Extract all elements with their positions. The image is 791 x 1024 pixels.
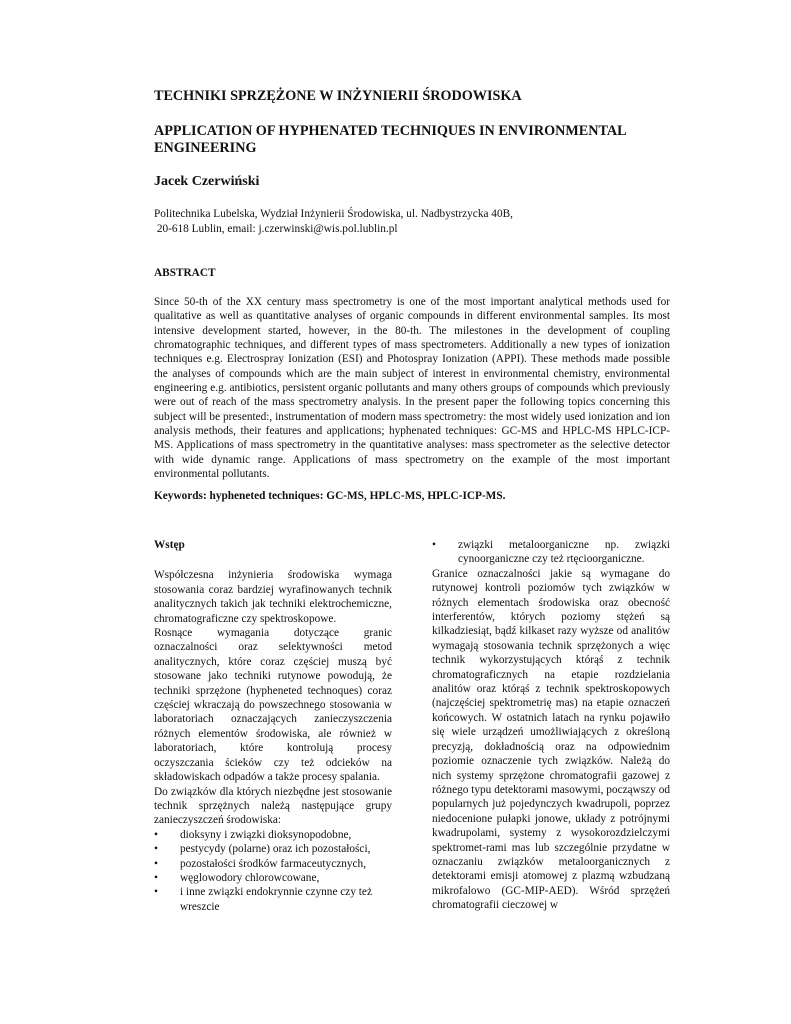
affiliation-line-2: 20-618 Lublin, email: j.czerwinski@wis.pol.lublin.pl bbox=[154, 222, 398, 235]
bullet-icon: • bbox=[154, 871, 158, 884]
keywords: Keywords: hypheneted techniques: GC-MS, HPLC-MS, HPLC-ICP-MS. bbox=[154, 490, 506, 502]
abstract-text: Since 50-th of the XX century mass spectrometry is one of the most important analytical methods used for qualitative as well as quantitative analyses of organic compounds in different environmental samples. Its most intensive development started, however, in the 80-th. The milestones in the development of coupling chromatographic techniques, and different types of mass spectrometers. Additionally a new types of ionization techniques e.g. Electrospray Ionization (ESI) and Photospray Ionization (APPI). These methods made possible the analyses of compounds which are the main subject of interest in environmental chemistry, environmental engineering e.g. antibiotics, persistent organic pollutants and many others groups of compounds which previously were out of reach of the mass spectrometry analysis. In the present paper the following topics concerning this subject will be presented:, instrumentation of modern mass spectrometry: the most widely used ionization and ion analysis methods, their features and applications; hyphenated techniques: GC-MS and HPLC-MS HPLC-ICP-MS. Applications of mass spectrometry in the quantitative analyses: mass spectrometer as the selective detector with wide dynamic range. Applications of mass spectrometry on the example of the most important environmental pollutants. bbox=[154, 296, 670, 481]
intro-paragraph-1: Współczesna inżynieria środowiska wymaga stosowania coraz bardziej wyrafinowanych technik analitycznych takich jak techniki elektrochemiczne, chromatograficzne czy spektroskopowe. bbox=[154, 569, 392, 625]
bullet-icon: • bbox=[154, 828, 158, 841]
abstract-heading: ABSTRACT bbox=[154, 267, 216, 279]
intro-paragraph-2: Rosnące wymagania dotyczące granic oznaczalności oraz selektywności metod analitycznych, które coraz częściej muszą być stosowane jako techniki rutynowe powodują, że techniki sprzężone (hypheneted technoques) coraz częściej wkraczają do powszechnego stosowania w laboratoriach oznaczających zanieczyszczenia różnych elementów środowiska, ale również w laboratoriach, które kontrolują procesy oczyszczania ścieków czy też odcieków na składowiskach odpadów a także procesy spalania. bbox=[154, 627, 392, 784]
left-column bbox=[154, 538, 392, 914]
author-name: Jacek Czerwiński bbox=[154, 174, 260, 189]
list-item: • pestycydy (polarne) oraz ich pozostałości, bbox=[154, 843, 371, 856]
organometallic-list bbox=[432, 538, 670, 567]
bullet-icon: • bbox=[154, 843, 158, 856]
list-item: • dioksyny i związki dioksynopodobne, bbox=[154, 828, 352, 841]
affiliation bbox=[154, 207, 634, 236]
bullet-icon: • bbox=[432, 539, 436, 551]
list-item: • i inne związki endokrynnie czynne czy też wreszcie bbox=[154, 886, 372, 913]
list-item: • węglowodory chlorowcowane, bbox=[154, 871, 320, 884]
title-english: APPLICATION OF HYPHENATED TECHNIQUES IN ENVIRONMENTAL ENGINEERING bbox=[154, 123, 626, 156]
section-heading-intro: Wstęp bbox=[154, 539, 185, 551]
intro-paragraph-3: Do związków dla których niezbędne jest stosowanie technik sprzężnych należą następujące grupy zanieczyszczeń środowiska: bbox=[154, 785, 392, 827]
list-item: • związki metaloorganiczne np. związki cynoorganiczne czy też rtęcioorganiczne. bbox=[432, 539, 670, 566]
title-polish: TECHNIKI SPRZĘŻONE W INŻYNIERII ŚRODOWISKA bbox=[154, 88, 522, 104]
bullet-icon: • bbox=[154, 857, 158, 870]
affiliation-line-1: Politechnika Lubelska, Wydział Inżynierii Środowiska, ul. Nadbystrzycka 40B, bbox=[154, 208, 513, 220]
bullet-icon: • bbox=[154, 886, 158, 899]
body-paragraph: Granice oznaczalności jakie są wymagane do rutynowej kontroli poziomów tych związków w różnych elementach środowiska oraz obecność interferentów, których poziomy stężeń są kilkadziesiąt, bądź kilkaset razy wyższe od analitów wymagają stosowania technik sprzężonych a więc technik wykorzystujących którąś z technik chromatograficznych na etapie rozdzielania analitów oraz którąś z technik spektroskopowych (najczęściej spektrometrię mas) na etapie oznaczeń końcowych. W ostatnich latach na rynku pojawiło się wiele urządzeń umożliwiających z określoną precyzją, dokładnością oraz na odpowiednim poziomie oznaczenie tych związków. Należą do nich systemy sprzężone chromatografii gazowej z różnego typu detektorami masowymi, począwszy od popularnych już pojedynczych kwadrupoli, poprzez niedocenione pułapki jonowe, układy z potrójnymi kwadrupolami, systemy z wysokorozdzielczymi spektromet-rami mas lub szczególnie przydatne w oznaczaniu związków metaloorganicznych z detektorami emisji atomowej z plazmą wzbudzaną mikrofalowo (GC-MIP-AED). Wśród sprzężeń chromatografii cieczowej w bbox=[432, 567, 670, 912]
pollutant-list bbox=[154, 828, 392, 914]
right-column bbox=[432, 538, 670, 913]
list-item: • pozostałości środków farmaceutycznych, bbox=[154, 857, 367, 870]
